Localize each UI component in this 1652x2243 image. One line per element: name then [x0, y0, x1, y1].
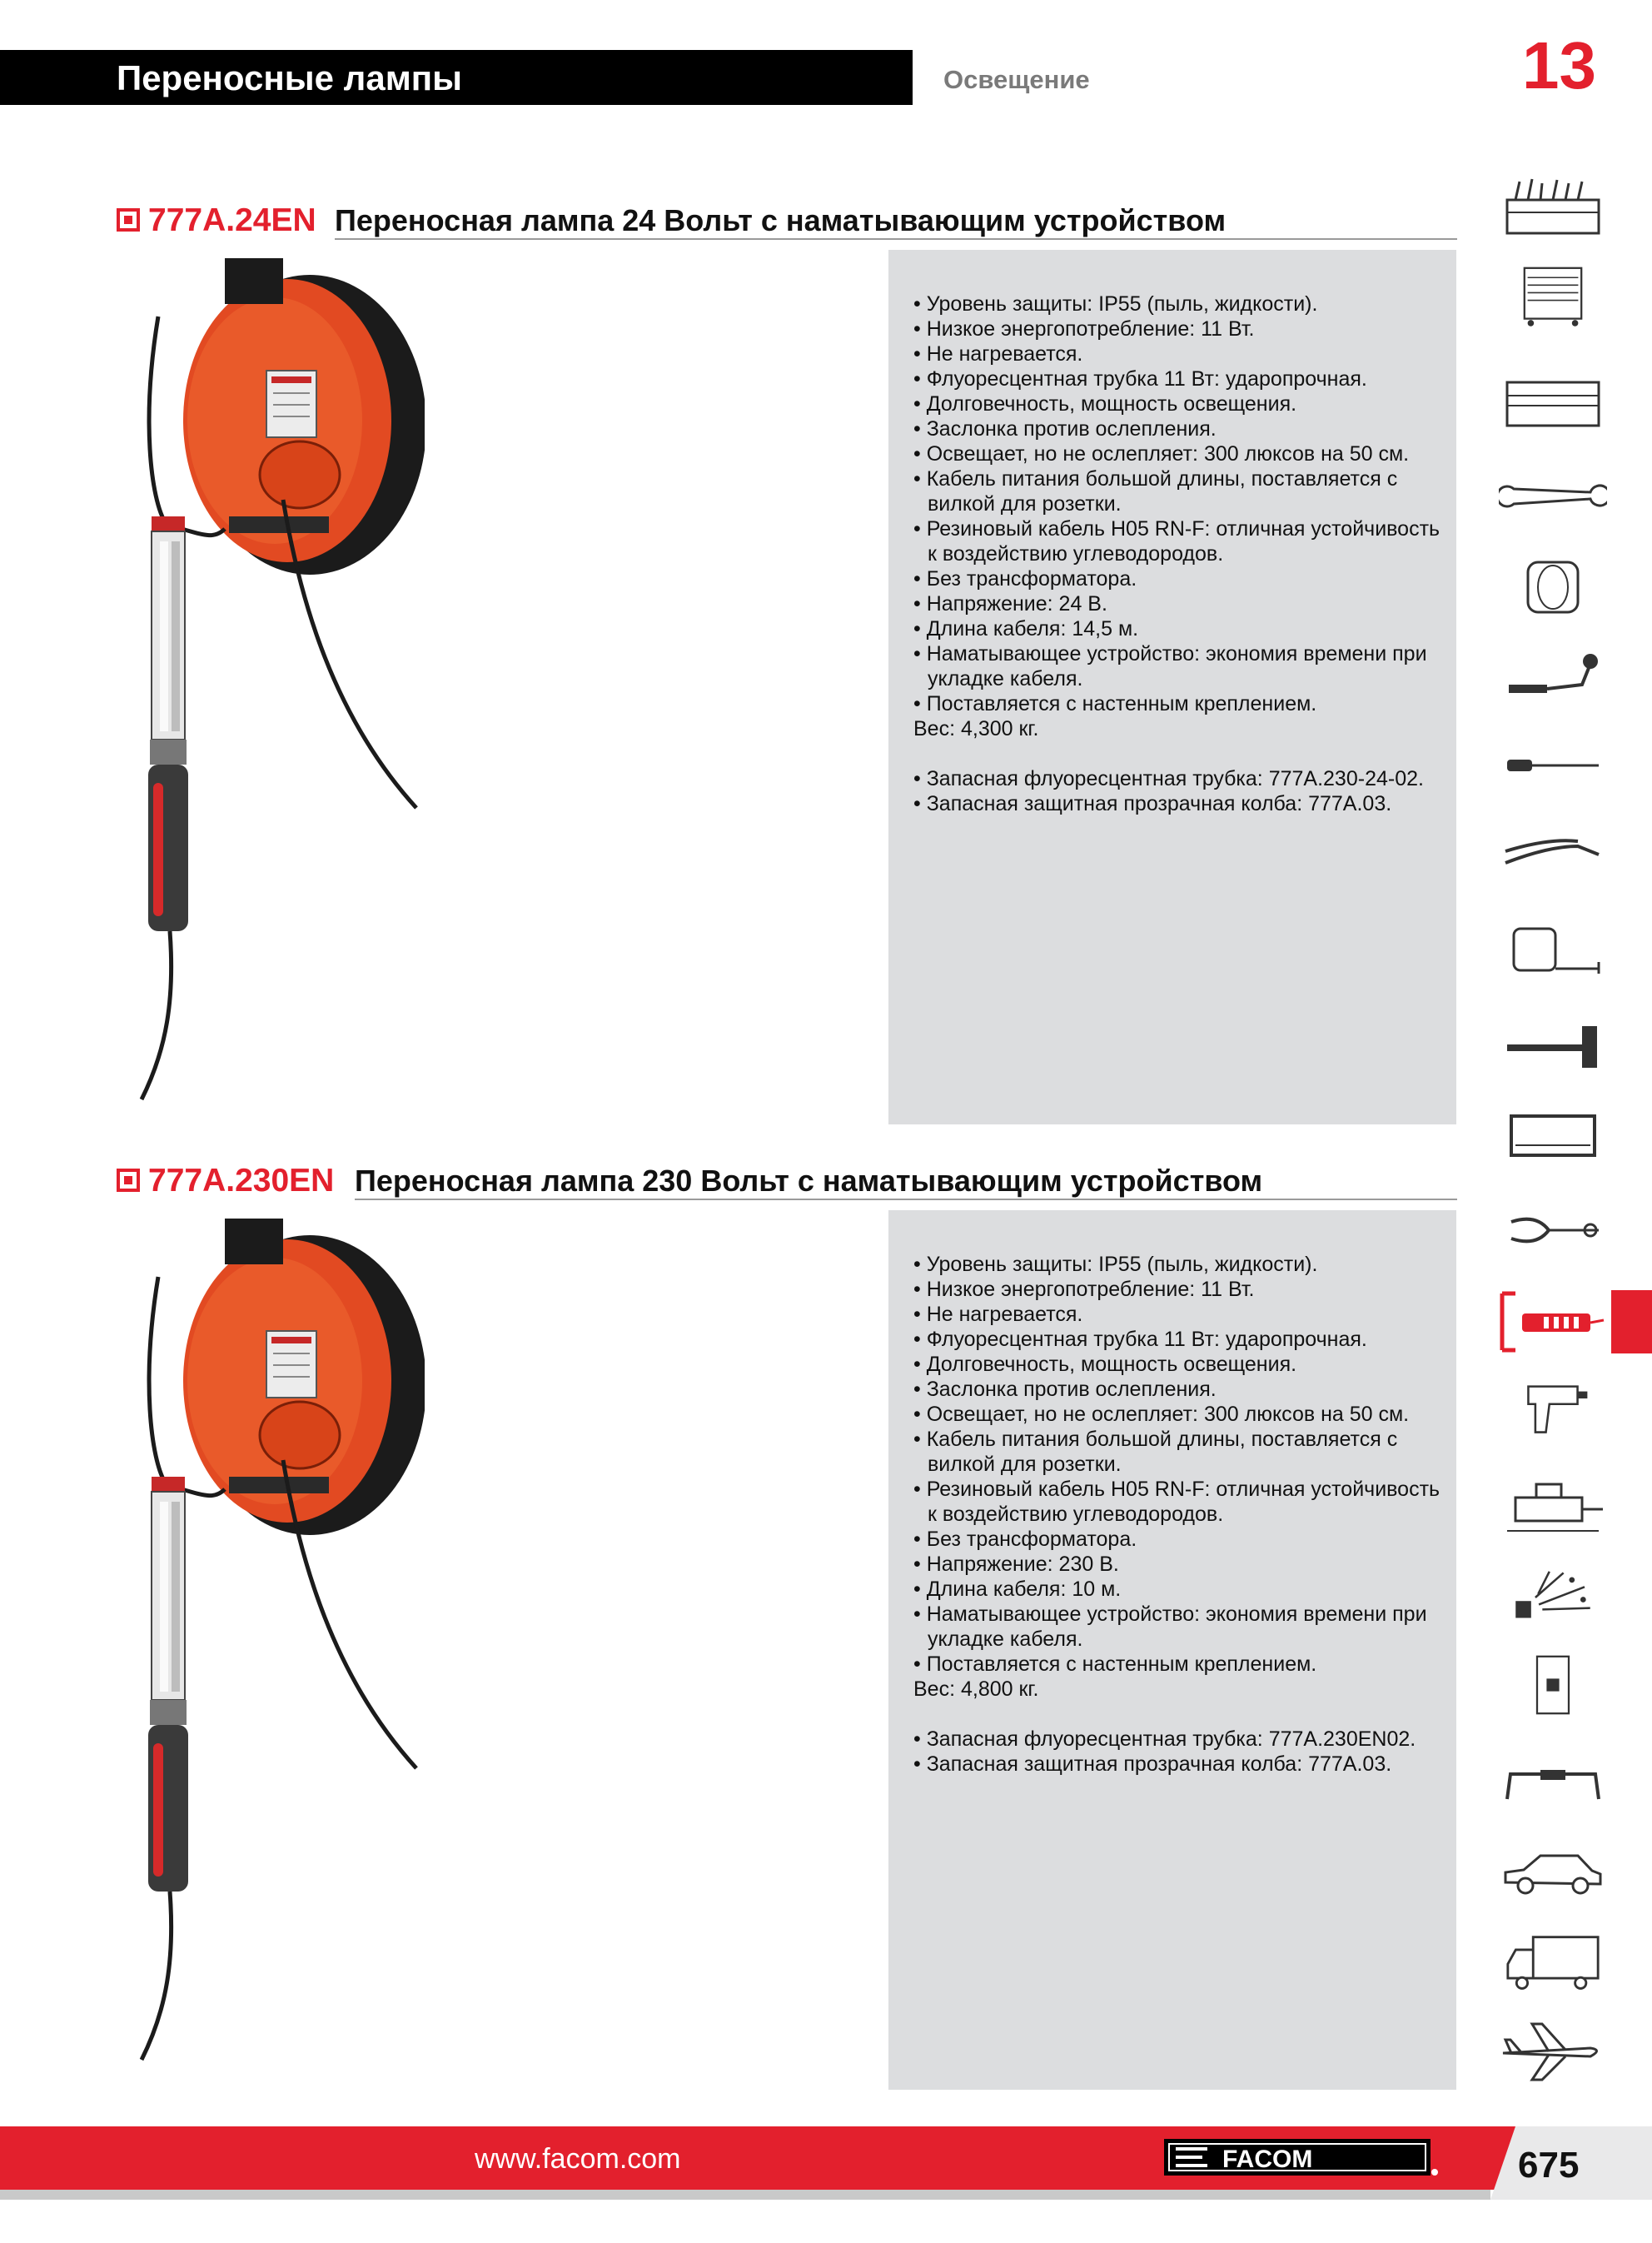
- impact-wrench-icon[interactable]: [1499, 1376, 1607, 1439]
- spare-item: • Запасная флуоресцентная трубка: 777A.230EN02.: [913, 1727, 1416, 1751]
- spec-item: • Наматывающее устройство: экономия времени при укладке кабеля.: [913, 1602, 1427, 1651]
- weight: Вес: 4,300 кг.: [913, 717, 1039, 740]
- product-title: Переносная лампа 24 Вольт с наматывающим устройством: [335, 203, 1227, 237]
- tool-box-icon[interactable]: [1499, 372, 1607, 436]
- spec-item: • Поставляется с настенным креплением.: [913, 692, 1317, 715]
- handle-icon[interactable]: [1499, 1753, 1607, 1817]
- spec-item: • Не нагревается.: [913, 1303, 1083, 1326]
- product-ref: 777A.24EN: [148, 202, 316, 238]
- spec-item: • Долговечность, мощность освещения.: [913, 1353, 1297, 1376]
- product-heading: [117, 200, 1457, 250]
- spec-item: • Без трансформатора.: [913, 567, 1137, 591]
- spec-panel: [888, 250, 1456, 1124]
- page-number: 675: [1518, 2145, 1580, 2186]
- active-section-marker: [1611, 1290, 1652, 1353]
- page-title: Переносные лампы: [117, 58, 462, 97]
- roller-cabinet-icon[interactable]: [1499, 265, 1607, 328]
- hammer-icon[interactable]: [1499, 1016, 1607, 1079]
- wrench-icon[interactable]: [1499, 464, 1607, 527]
- cable-reel-lamp-icon: [133, 250, 425, 1133]
- pliers-icon[interactable]: [1499, 821, 1607, 885]
- spec-item: • Длина кабеля: 10 м.: [913, 1578, 1122, 1601]
- product-title: Переносная лампа 230 Вольт с наматывающим устройством: [355, 1164, 1263, 1198]
- cable-reel-lamp-icon: [133, 1210, 425, 2093]
- spec-item: • Наматывающее устройство: экономия времени при укладке кабеля.: [913, 642, 1427, 690]
- spec-item: • Не нагревается.: [913, 342, 1083, 366]
- spec-item: • Заслонка против ослепления.: [913, 1378, 1217, 1401]
- spec-item: • Низкое энергопотребление: 11 Вт.: [913, 1278, 1255, 1301]
- product-ref: 777A.230EN: [148, 1163, 335, 1199]
- puller-icon[interactable]: [1499, 1197, 1607, 1260]
- spec-item: • Уровень защиты: IP55 (пыль, жидкости).: [913, 1253, 1318, 1276]
- product-title-wrap: [335, 200, 1457, 240]
- chapter-number: 13: [1522, 28, 1596, 102]
- spec-item: • Уровень защиты: IP55 (пыль, жидкости).: [913, 292, 1318, 316]
- bullet-square-icon: [117, 1169, 140, 1192]
- footer-stripe: [0, 2190, 1490, 2200]
- truck-icon[interactable]: [1499, 1932, 1607, 1996]
- product-heading: [117, 1160, 1457, 1210]
- spec-item: • Заслонка против ослепления.: [913, 417, 1217, 441]
- spec-item: • Резиновый кабель H05 RN-F: отличная устойчивость к воздействию углеводородов.: [913, 517, 1441, 566]
- spare-item: • Запасная флуоресцентная трубка: 777A.230-24-02.: [913, 767, 1424, 790]
- spec-item: • Флуоресцентная трубка 11 Вт: ударопрочная.: [913, 367, 1367, 391]
- product-image: [133, 250, 425, 1133]
- bullet-square-icon: [117, 208, 140, 232]
- weight: Вес: 4,800 кг.: [913, 1677, 1039, 1701]
- product-image: [133, 1210, 425, 2093]
- spec-item: • Долговечность, мощность освещения.: [913, 392, 1297, 416]
- spec-list: [888, 250, 1456, 816]
- airplane-icon[interactable]: [1499, 2020, 1607, 2083]
- spec-panel: [888, 1210, 1456, 2090]
- spec-item: • Кабель питания большой длины, поставляется с вилкой для розетки.: [913, 1428, 1398, 1476]
- spec-item: • Резиновый кабель H05 RN-F: отличная устойчивость к воздействию углеводородов.: [913, 1478, 1441, 1526]
- product-title-wrap: [355, 1160, 1457, 1200]
- spec-item: • Поставляется с настенным креплением.: [913, 1652, 1317, 1676]
- category-label: Освещение: [943, 65, 1090, 94]
- safety-icon[interactable]: [1499, 1566, 1607, 1629]
- spec-item: • Длина кабеля: 14,5 м.: [913, 617, 1139, 641]
- spec-item: • Кабель питания большой длины, поставляется с вилкой для розетки.: [913, 467, 1398, 516]
- car-icon[interactable]: [1499, 1841, 1607, 1904]
- spec-item: • Освещает, но не ослепляет: 300 люксов на 50 см.: [913, 1403, 1410, 1426]
- electrical-breaker-icon[interactable]: [1499, 1653, 1607, 1717]
- vice-icon[interactable]: [1499, 1473, 1607, 1536]
- screwdriver-icon[interactable]: [1499, 733, 1607, 796]
- facom-logo: [1164, 2137, 1439, 2179]
- spec-item: • Напряжение: 230 В.: [913, 1553, 1119, 1576]
- socket-icon[interactable]: [1499, 554, 1607, 617]
- spec-item: • Без трансформатора.: [913, 1528, 1137, 1551]
- brand-wordmark: FACOM: [1222, 2146, 1313, 2173]
- tool-chest-icon[interactable]: [1499, 175, 1607, 238]
- spare-item: • Запасная защитная прозрачная колба: 777A.03.: [913, 792, 1392, 815]
- spec-item: • Напряжение: 24 В.: [913, 592, 1107, 616]
- spec-item: • Флуоресцентная трубка 11 Вт: ударопрочная.: [913, 1328, 1367, 1351]
- ratchet-icon[interactable]: [1499, 643, 1607, 706]
- footer-url-link[interactable]: www.facom.com: [475, 2143, 681, 2175]
- spec-list: [888, 1210, 1456, 1777]
- lighting-electrical-icon[interactable]: [1499, 1290, 1607, 1353]
- hacksaw-icon[interactable]: [1499, 1104, 1607, 1167]
- spare-item: • Запасная защитная прозрачная колба: 777A.03.: [913, 1752, 1392, 1776]
- tape-measure-icon[interactable]: [1499, 920, 1607, 984]
- spec-item: • Низкое энергопотребление: 11 Вт.: [913, 317, 1255, 341]
- spec-item: • Освещает, но не ослепляет: 300 люксов на 50 см.: [913, 442, 1410, 466]
